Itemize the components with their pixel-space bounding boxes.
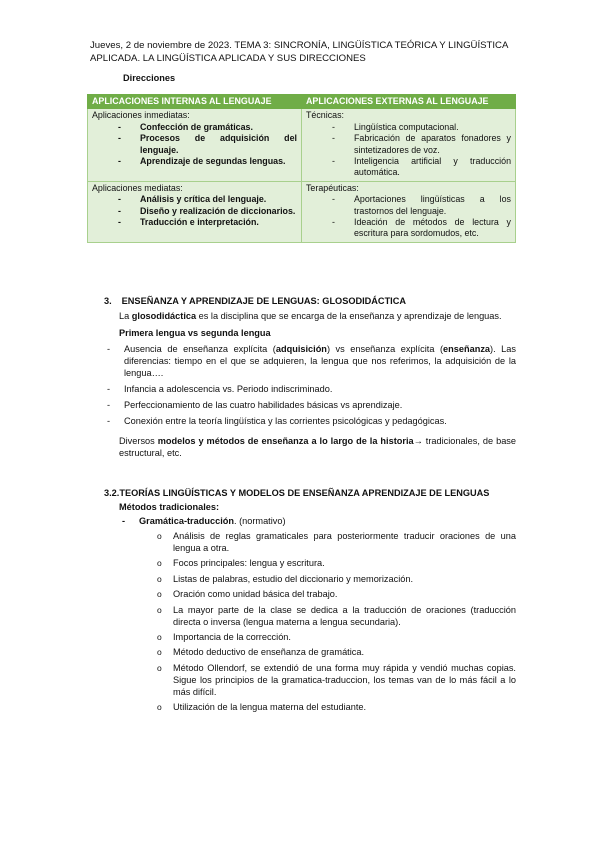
term: Gramática-traducción [139, 516, 234, 526]
list-item: o Método deductivo de enseñanza de gramática. [157, 646, 516, 658]
text: ) vs enseñanza explícita ( [326, 344, 444, 354]
list-item: - Diseño y realización de diccionarios. [118, 206, 297, 217]
list-item: - Análisis y crítica del lenguaje. [118, 194, 297, 205]
methods-title: Métodos tradicionales: [119, 502, 220, 512]
section-3 [104, 295, 516, 459]
comparison-list [105, 343, 516, 427]
cell-mediate [88, 181, 302, 242]
list-item: - Fabricación de aparatos fonadores y sintetizadores de voz. [332, 133, 511, 156]
list-item: - Ideación de métodos de lectura y escritura para sordomudos, etc. [332, 217, 511, 240]
subtitle: Primera lengua vs segunda lengua [119, 328, 271, 338]
text: . (normativo) [233, 516, 286, 526]
cell-title: Aplicaciones mediatas: [92, 182, 183, 193]
text: La [119, 311, 132, 321]
list-item: - Perfeccionamiento de las cuatro habilidades básicas vs aprendizaje. [105, 399, 516, 411]
header-line-2: APLICADA. LA LINGÜÍSTICA APLICADA Y SUS DIRECCIONES [90, 52, 366, 64]
list-item: o Importancia de la corrección. [157, 631, 516, 643]
term: modelos y métodos de enseñanza a lo largo de la historia [157, 436, 414, 446]
therapeutic-list [306, 194, 511, 240]
cell-therapeutic [302, 181, 516, 242]
text: → tradicionales, de base estructural, etc. [119, 436, 517, 458]
table-row [88, 109, 516, 181]
cell-technical [302, 109, 516, 181]
page-header [90, 40, 520, 65]
section-number: 3. [104, 296, 112, 306]
cell-title: Aplicaciones inmediatas: [92, 110, 190, 121]
list-item: - Lingüística computacional. [332, 122, 511, 133]
methods-list [139, 530, 516, 713]
list-item: - Confección de gramáticas. [118, 122, 297, 133]
section-number: 3.2. [104, 488, 120, 498]
list-item: - Traducción e interpretación. [118, 217, 297, 228]
list-item: o Oración como unidad básica del trabajo. [157, 588, 516, 600]
list-item: o Análisis de reglas gramaticales para posteriormente traducir oraciones de una lengua a otra. [157, 530, 516, 554]
table-row [88, 181, 516, 242]
list-item: o La mayor parte de la clase se dedica a la traducción de oraciones (traducción directa o inversa (lengua materna a lengua secundaria). [157, 604, 516, 628]
list-item: o Utilización de la lengua materna del estudiante. [157, 701, 516, 713]
immediate-list [92, 122, 297, 168]
text: ). Las diferencias: tiempo en el que se adquieren, la lengua que nos referimos, la adquisición de la lengua…. [124, 344, 516, 378]
list-item: - Inteligencia artificial y traducción automática. [332, 156, 511, 179]
term: adquisición [275, 344, 327, 354]
list-item: o Focos principales: lengua y escritura. [157, 557, 516, 569]
col-external-header: APLICACIONES EXTERNAS AL LENGUAJE [302, 95, 516, 109]
mediate-list [92, 194, 297, 228]
term: enseñanza [443, 344, 491, 354]
cell-title: Técnicas: [306, 110, 344, 121]
technical-list [306, 122, 511, 179]
list-item: - Conexión entre la teoría lingüística y las corrientes psicológicas y pedagógicas. [105, 415, 516, 427]
list-item: - Aportaciones lingüísticas a los trastornos del lenguaje. [332, 194, 511, 217]
term: glosodidáctica [131, 311, 197, 321]
section-3-2 [104, 487, 516, 717]
text: es la disciplina que se encarga de la enseñanza y aprendizaje de lenguas. [196, 311, 502, 321]
list-item: o Listas de palabras, estudio del diccionario y memorización. [157, 573, 516, 585]
list-item: - Procesos de adquisición del lenguaje. [118, 133, 297, 156]
list-item: o Método Ollendorf, se extendió de una forma muy rápida y vendió muchas copias. Sigue los principios de la gramatica-traduccion, los temas van de lo más fácil a lo más difícil. [157, 662, 516, 698]
list-item: - Aprendizaje de segundas lenguas. [118, 156, 297, 167]
table-header-row [88, 95, 516, 109]
text: Ausencia de enseñanza explícita ( [124, 344, 276, 354]
directions-heading: Direcciones [123, 73, 176, 83]
applications-table [87, 94, 516, 243]
header-line-1: Jueves, 2 de noviembre de 2023. TEMA 3: SINCRONÍA, LINGÜÍSTICA TEÓRICA Y LINGÜÍSTICA [90, 40, 509, 51]
intro-paragraph [119, 310, 516, 322]
list-item: - Infancia a adolescencia vs. Periodo indiscriminado. [105, 383, 516, 395]
list-item [105, 343, 516, 379]
section-title: ENSEÑANZA Y APRENDIZAJE DE LENGUAS: GLOSODIDÁCTICA [121, 296, 406, 306]
cell-immediate [88, 109, 302, 181]
grammar-translation-item: - Gramática-traducción. (normativo) [122, 516, 286, 526]
section-title: TEORÍAS LINGÜÍSTICAS Y MODELOS DE ENSEÑANZA APRENDIZAJE DE LENGUAS [119, 488, 490, 498]
col-internal-header: APLICACIONES INTERNAS AL LENGUAJE [88, 95, 302, 109]
section-3-heading [104, 295, 516, 307]
section-3-2-heading [104, 487, 516, 499]
models-paragraph [119, 435, 516, 459]
cell-title: Terapéuticas: [306, 182, 359, 193]
text: Diversos [119, 436, 158, 446]
